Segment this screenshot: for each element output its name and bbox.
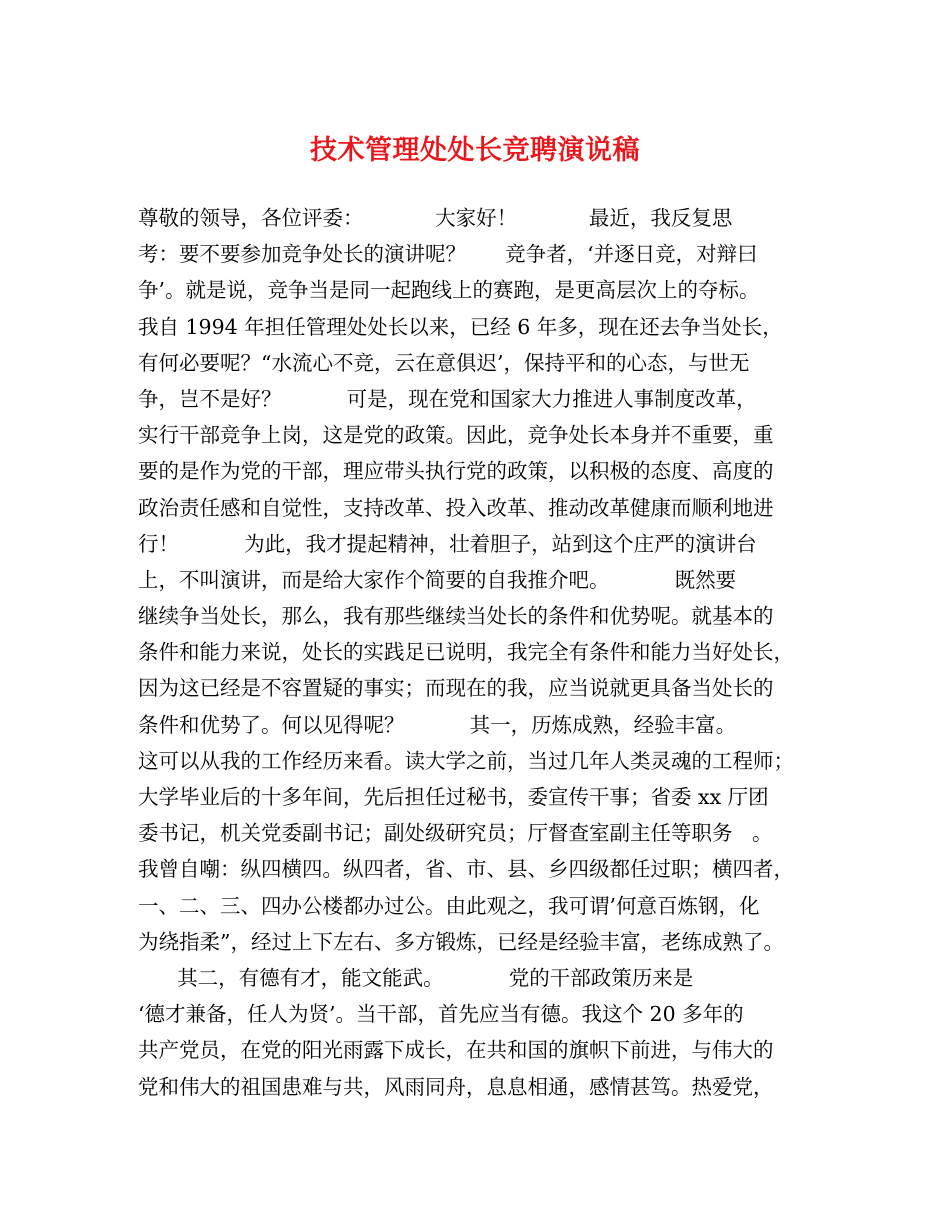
body-text-line: 有何必要呢？“水流心不竞，云在意俱迟’，保持平和的心态，与世无	[138, 350, 750, 375]
body-text-line: 为绕指柔”，经过上下左右、多方锻炼，已经是经验丰富，老练成熟了。	[138, 929, 784, 954]
body-text-line: 党和伟大的祖国患难与共，风雨同舟，息息相通，感情甚笃。热爱党，	[138, 1074, 774, 1099]
document-body	[138, 200, 838, 1105]
body-text-line: 因为这已经是不容置疑的事实；而现在的我，应当说就更具备当处长的	[138, 676, 774, 701]
body-text-line: 条件和能力来说，处长的实践足已说明，我完全有条件和能力当好处长，	[138, 640, 794, 665]
body-text-line: 争’。就是说，竞争当是同一起跑线上的赛跑，是更高层次上的夺标。	[138, 278, 760, 303]
body-text-line: 行！ 为此，我才提起精神，壮着胆子，站到这个庄严的演讲台	[138, 531, 757, 556]
body-text-line: 尊敬的领导，各位评委： 大家好！ 最近，我反复思	[138, 206, 733, 230]
body-text-line: 政治责任感和自觉性，支持改革、投入改革、推动改革健康而顺利地进	[138, 495, 774, 520]
body-text-line: 实行干部竞争上岗，这是党的政策。因此，竞争处长本身并不重要，重	[138, 423, 774, 448]
body-text-line: 要的是作为党的干部，理应带头执行党的政策，以积极的态度、高度的	[138, 459, 774, 484]
document-title: 技术管理处处长竞聘演说稿	[310, 135, 640, 166]
body-text-line: 委书记，机关党委副书记；副处级研究员；厅督查室副主任等职务 。	[138, 821, 773, 846]
body-text-line: 其二，有德有才，能文能武。 党的干部政策历来是	[138, 965, 694, 990]
body-text-line: 继续争当处长，那么，我有那些继续当处长的条件和优势呢。就基本的	[138, 604, 774, 629]
body-text-line: 争，岂不是好？ 可是，现在党和国家大力推进人事制度改革，	[138, 386, 757, 411]
body-text-line: 我曾自嘲：纵四横四。纵四者，省、市、县、乡四级都任过职；横四者，	[138, 857, 794, 882]
body-text-line: 上，不叫演讲，而是给大家作个简要的自我推介吧。 既然要	[138, 567, 737, 592]
body-text-line: 一、二、三、四办公楼都办过公。由此观之，我可谓’何意百炼钢，化	[138, 893, 760, 918]
body-text-line: ‘德才兼备，任人为贤’。当干部，首先应当有德。我这个 20 多年的	[138, 1002, 744, 1027]
body-text-line: 这可以从我的工作经历来看。读大学之前，当过几年人类灵魂的工程师；	[138, 748, 794, 773]
body-text-line: 我自 1994 年担任管理处处长以来，已经 6 年多，现在还去争当处长，	[138, 314, 783, 339]
body-text-line: 大学毕业后的十多年间，先后担任过秘书，委宣传干事；省委 xx 厅团	[138, 785, 769, 809]
body-text-line: 共产党员，在党的阳光雨露下成长，在共和国的旗帜下前进，与伟大的	[138, 1038, 774, 1063]
body-text-line: 条件和优势了。何以见得呢？ 其一，历炼成熟，经验丰富。	[138, 712, 737, 737]
body-text-line: 考：要不要参加竞争处长的演讲呢？ 竞争者，‘并逐日竞，对辩曰	[138, 242, 758, 267]
